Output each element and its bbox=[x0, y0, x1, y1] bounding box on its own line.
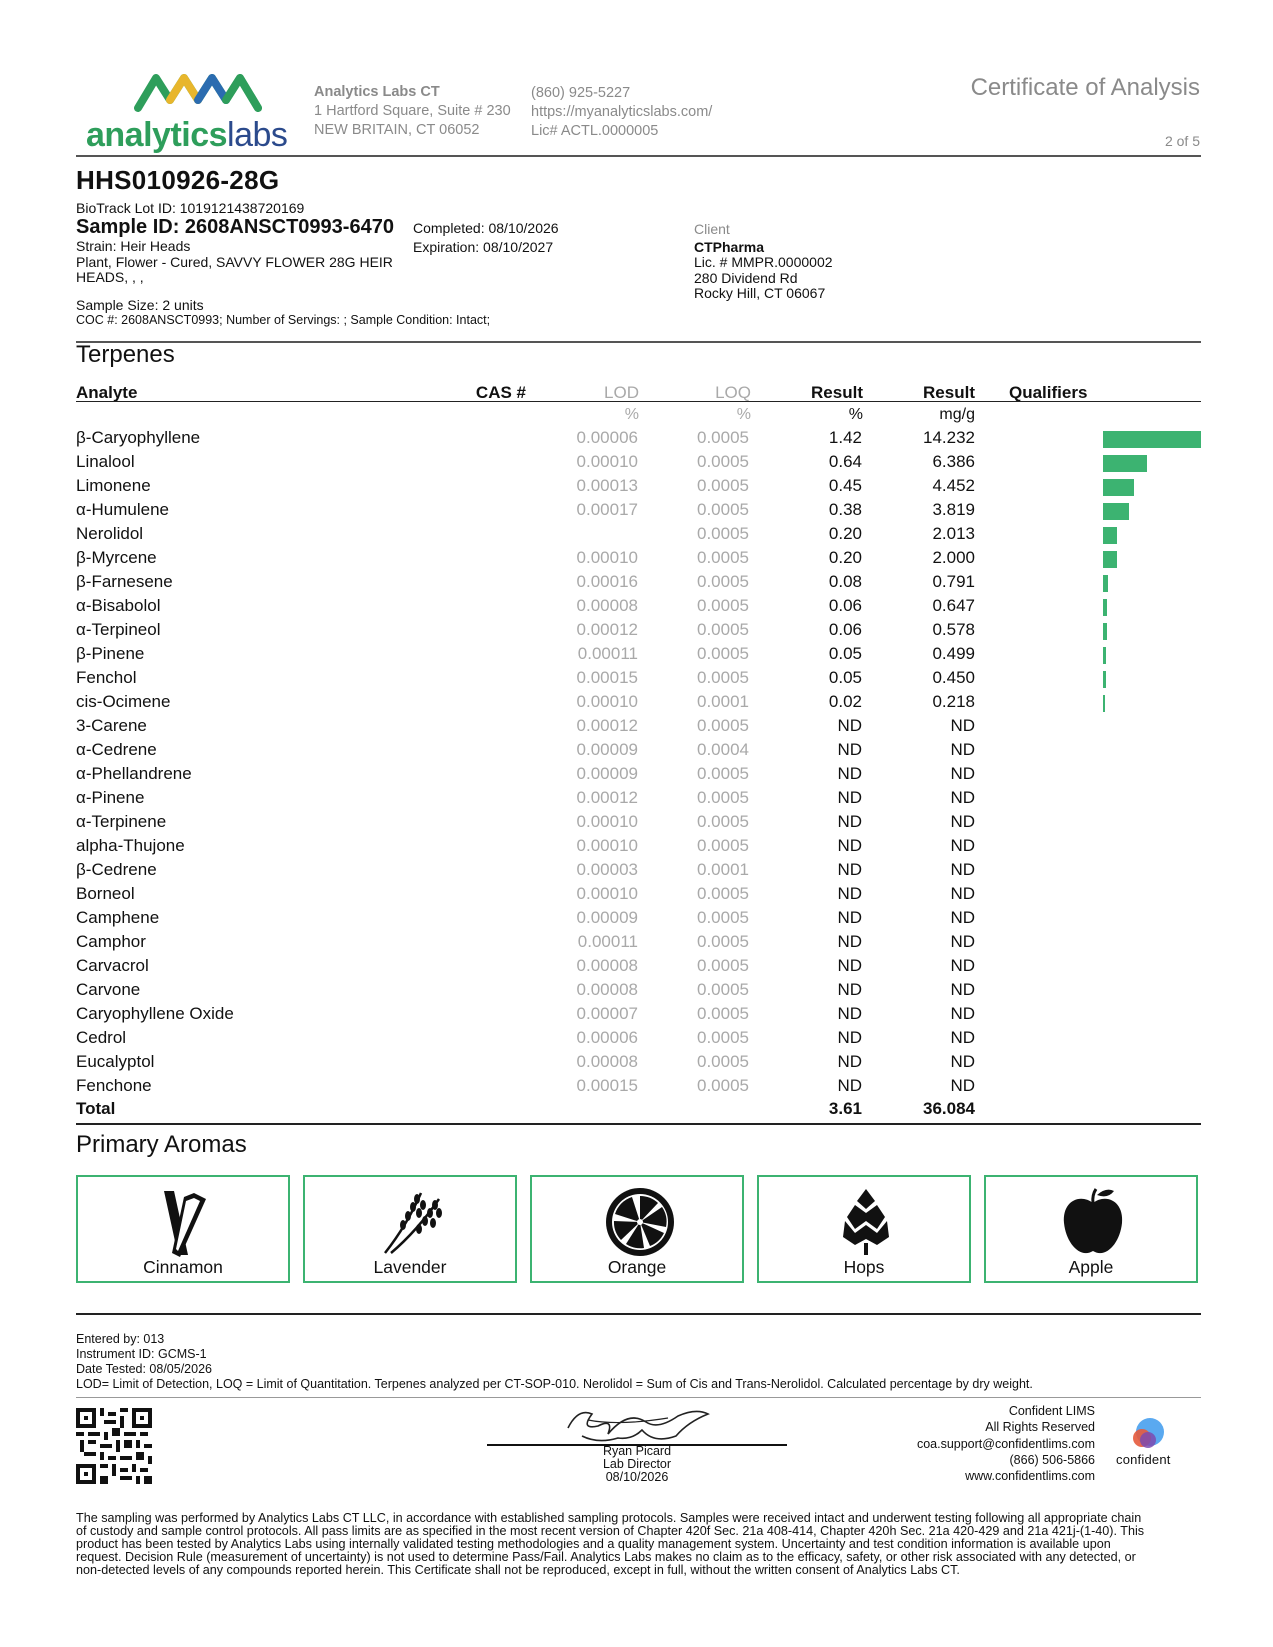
unit-lod: % bbox=[624, 406, 639, 423]
result-bar bbox=[1103, 455, 1147, 472]
analyte-name: Fenchone bbox=[76, 1076, 152, 1095]
lab-address-line-2: NEW BRITAIN, CT 06052 bbox=[314, 122, 480, 138]
result-pct-value: 0.20 bbox=[828, 548, 862, 567]
result-pct-value: 0.06 bbox=[828, 620, 862, 639]
lab-address-line-1: 1 Hartford Square, Suite # 230 bbox=[314, 103, 511, 119]
lims-name: Confident LIMS bbox=[1008, 1404, 1095, 1418]
lod-value: 0.00012 bbox=[576, 788, 638, 807]
lod-value: 0.00010 bbox=[576, 548, 638, 567]
analyte-name: alpha-Thujone bbox=[76, 836, 185, 855]
lab-contact-block bbox=[314, 83, 511, 140]
orange-icon bbox=[604, 1185, 676, 1260]
aroma-label: Apple bbox=[1068, 1257, 1114, 1277]
lab-website-link[interactable]: https://myanalyticslabs.com/ bbox=[531, 104, 713, 120]
terpene-row bbox=[76, 716, 1201, 740]
result-mg-value: 4.452 bbox=[932, 476, 975, 495]
lod-value: 0.00011 bbox=[577, 644, 638, 663]
result-pct-value: 0.20 bbox=[828, 524, 862, 543]
confident-logo bbox=[1110, 1416, 1190, 1476]
analyte-name: β-Cedrene bbox=[76, 860, 157, 879]
result-pct-value: ND bbox=[837, 932, 862, 951]
completion-dates bbox=[413, 221, 559, 255]
lims-contact-block bbox=[917, 1403, 1095, 1484]
client-name: CTPharma bbox=[694, 238, 765, 255]
confident-logo-text: confident bbox=[1116, 1452, 1171, 1467]
footer-thin-rule bbox=[76, 1397, 1201, 1398]
analyte-name: Carvone bbox=[76, 980, 141, 999]
analyte-name: Camphor bbox=[76, 932, 146, 951]
result-bar bbox=[1103, 575, 1108, 592]
lod-value: 0.00006 bbox=[576, 1028, 638, 1047]
total-label: Total bbox=[76, 1099, 116, 1118]
result-bar bbox=[1103, 551, 1117, 568]
lod-value: 0.00015 bbox=[576, 1076, 638, 1095]
result-pct-value: ND bbox=[837, 716, 862, 735]
unit-result-pct: % bbox=[848, 406, 863, 423]
terpene-row bbox=[76, 596, 1201, 620]
terpene-row bbox=[76, 548, 1201, 572]
result-pct-value: ND bbox=[837, 740, 862, 759]
loq-value: 0.0005 bbox=[697, 572, 749, 591]
analyte-name: α-Humulene bbox=[76, 500, 169, 519]
document-title: Certificate of Analysis bbox=[970, 74, 1200, 101]
result-pct-value: ND bbox=[837, 980, 862, 999]
loq-value: 0.0005 bbox=[697, 788, 749, 807]
analyte-name: Fenchol bbox=[76, 668, 137, 687]
matrix-line-1: Plant, Flower - Cured, SAVVY FLOWER 28G HEIR bbox=[76, 253, 393, 270]
result-pct-value: 0.45 bbox=[828, 476, 862, 495]
result-pct-value: ND bbox=[837, 1076, 862, 1095]
terpene-row bbox=[76, 668, 1201, 692]
analyte-name: Caryophyllene Oxide bbox=[76, 1004, 234, 1023]
result-pct-value: ND bbox=[837, 788, 862, 807]
result-bar bbox=[1103, 671, 1106, 688]
result-mg-value: 0.450 bbox=[932, 668, 975, 687]
disclaimer-line: non-detected levels of any compounds reported herein. This Certificate shall not be reproduced, except in full, without the written consent of Analytics Labs CT. bbox=[76, 1563, 960, 1577]
result-mg-value: ND bbox=[950, 1028, 975, 1047]
terpene-row bbox=[76, 764, 1201, 788]
terpene-row bbox=[76, 428, 1201, 452]
signer-title: Lab Director bbox=[602, 1457, 672, 1471]
terpene-row bbox=[76, 644, 1201, 668]
loq-value: 0.0005 bbox=[697, 884, 749, 903]
result-pct-value: ND bbox=[837, 1004, 862, 1023]
total-row bbox=[76, 1099, 1201, 1123]
lims-phone: (866) 506-5866 bbox=[1009, 1452, 1095, 1467]
lod-value: 0.00013 bbox=[576, 476, 638, 495]
result-mg-value: ND bbox=[950, 716, 975, 735]
analyte-name: β-Caryophyllene bbox=[76, 428, 201, 447]
coc-line: COC #: 2608ANSCT0993; Number of Servings: ; Sample Condition: Intact; bbox=[76, 313, 491, 327]
logo-mountains-icon bbox=[134, 70, 284, 114]
result-pct-value: ND bbox=[837, 956, 862, 975]
terpene-row bbox=[76, 620, 1201, 644]
result-pct-value: 0.06 bbox=[828, 596, 862, 615]
aroma-label: Orange bbox=[607, 1257, 667, 1277]
result-pct-value: ND bbox=[837, 860, 862, 879]
client-block bbox=[694, 222, 833, 302]
header-divider bbox=[76, 155, 1201, 157]
lod-value: 0.00010 bbox=[576, 692, 638, 711]
terpene-row bbox=[76, 1076, 1201, 1100]
loq-value: 0.0005 bbox=[697, 716, 749, 735]
expiration-date: Expiration: 08/10/2027 bbox=[413, 238, 554, 255]
result-mg-value: 0.218 bbox=[932, 692, 975, 711]
result-mg-value: 3.819 bbox=[932, 500, 975, 519]
loq-value: 0.0005 bbox=[697, 1052, 749, 1071]
result-bar bbox=[1103, 527, 1117, 544]
sample-details bbox=[76, 239, 393, 286]
loq-value: 0.0005 bbox=[697, 764, 749, 783]
result-mg-value: ND bbox=[950, 764, 975, 783]
result-pct-value: ND bbox=[837, 1052, 862, 1071]
result-mg-value: ND bbox=[950, 884, 975, 903]
loq-value: 0.0004 bbox=[697, 740, 749, 759]
lod-value: 0.00008 bbox=[576, 596, 638, 615]
terpene-row bbox=[76, 812, 1201, 836]
terpene-row bbox=[76, 524, 1201, 548]
result-mg-value: 0.578 bbox=[932, 620, 975, 639]
batch-number: HHS010926-28G bbox=[76, 165, 280, 195]
result-mg-value: ND bbox=[950, 1052, 975, 1071]
col-result-pct: Result bbox=[811, 383, 863, 402]
aroma-card-hops bbox=[757, 1175, 971, 1283]
test-metadata bbox=[76, 1332, 1033, 1392]
analyte-name: α-Terpinene bbox=[76, 812, 167, 831]
disclaimer bbox=[76, 1512, 1201, 1577]
section-divider bbox=[76, 341, 1201, 343]
col-result-mg: Result bbox=[923, 383, 975, 402]
aroma-label: Cinnamon bbox=[143, 1257, 223, 1277]
total-mg: 36.084 bbox=[923, 1099, 975, 1118]
terpene-row bbox=[76, 908, 1201, 932]
analyte-name: Nerolidol bbox=[76, 524, 144, 543]
result-mg-value: 0.791 bbox=[932, 572, 975, 591]
analyte-name: 3-Carene bbox=[76, 716, 147, 735]
analyte-name: Carvacrol bbox=[76, 956, 149, 975]
result-mg-value: ND bbox=[950, 788, 975, 807]
analyte-name: Limonene bbox=[76, 476, 151, 495]
analyte-name: Cedrol bbox=[76, 1028, 127, 1047]
confident-logo-icon bbox=[1128, 1416, 1168, 1452]
terpene-row bbox=[76, 980, 1201, 1004]
col-analyte: Analyte bbox=[76, 383, 138, 402]
loq-value: 0.0005 bbox=[697, 1004, 749, 1023]
lims-rights: All Rights Reserved bbox=[985, 1420, 1095, 1435]
result-mg-value: 2.013 bbox=[932, 524, 975, 543]
terpene-row bbox=[76, 452, 1201, 476]
lab-logo bbox=[86, 70, 286, 160]
method-note: LOD= Limit of Detection, LOQ = Limit of Quantitation. Terpenes analyzed per CT-SOP-010. Nerolidol = Sum of Cis and Trans-Nerolidol. Calculated percentage by dry weight. bbox=[76, 1377, 1033, 1391]
lod-value: 0.00009 bbox=[576, 740, 638, 759]
total-pct: 3.61 bbox=[828, 1099, 862, 1118]
loq-value: 0.0005 bbox=[697, 548, 749, 567]
lod-value: 0.00017 bbox=[576, 500, 638, 519]
result-mg-value: ND bbox=[950, 860, 975, 879]
result-pct-value: ND bbox=[837, 812, 862, 831]
aroma-label: Hops bbox=[843, 1257, 885, 1277]
total-rule bbox=[76, 1123, 1201, 1125]
lims-email-link[interactable]: coa.support@confidentlims.com bbox=[916, 1436, 1095, 1451]
qr-code-icon[interactable] bbox=[76, 1408, 152, 1484]
result-pct-value: ND bbox=[837, 764, 862, 783]
lab-web-block bbox=[531, 84, 712, 141]
result-bar bbox=[1103, 431, 1201, 448]
client-address-2: Rocky Hill, CT 06067 bbox=[694, 285, 826, 301]
result-bar bbox=[1103, 695, 1105, 712]
lod-value: 0.00016 bbox=[576, 572, 638, 591]
loq-value: 0.0001 bbox=[697, 860, 749, 879]
loq-value: 0.0005 bbox=[697, 644, 749, 663]
result-pct-value: ND bbox=[837, 884, 862, 903]
result-mg-value: ND bbox=[950, 1076, 975, 1095]
signature-image bbox=[558, 1400, 718, 1448]
lod-value: 0.00010 bbox=[576, 836, 638, 855]
result-mg-value: 2.000 bbox=[932, 548, 975, 567]
hops-icon bbox=[831, 1185, 901, 1260]
signer-block bbox=[487, 1445, 787, 1484]
result-pct-value: 0.02 bbox=[828, 692, 862, 711]
analyte-name: α-Cedrene bbox=[76, 740, 157, 759]
lab-phone: (860) 925-5227 bbox=[531, 85, 631, 101]
lab-name: Analytics Labs CT bbox=[314, 84, 440, 100]
terpene-row bbox=[76, 1004, 1201, 1028]
page-number: 2 of 5 bbox=[1164, 133, 1200, 149]
loq-value: 0.0001 bbox=[697, 692, 749, 711]
col-qualifiers: Qualifiers bbox=[1009, 383, 1088, 402]
result-mg-value: 0.499 bbox=[932, 644, 975, 663]
result-mg-value: 6.386 bbox=[932, 452, 975, 471]
client-address-1: 280 Dividend Rd bbox=[694, 269, 798, 286]
terpene-row bbox=[76, 572, 1201, 596]
lod-value: 0.00015 bbox=[576, 668, 638, 687]
result-pct-value: 0.05 bbox=[828, 668, 862, 687]
lod-value: 0.00003 bbox=[576, 860, 638, 879]
result-pct-value: ND bbox=[837, 1028, 862, 1047]
unit-result-mg: mg/g bbox=[939, 406, 975, 423]
col-lod: LOD bbox=[604, 383, 639, 402]
result-pct-value: 0.64 bbox=[828, 452, 862, 471]
biotrack-lot-id: BioTrack Lot ID: 1019121438720169 bbox=[76, 200, 305, 216]
lab-license: Lic# ACTL.0000005 bbox=[531, 123, 659, 139]
result-mg-value: ND bbox=[950, 1004, 975, 1023]
table-header-rule bbox=[76, 401, 1201, 402]
lod-value: 0.00009 bbox=[576, 908, 638, 927]
result-mg-value: ND bbox=[950, 956, 975, 975]
analyte-name: α-Terpineol bbox=[76, 620, 161, 639]
lod-value: 0.00011 bbox=[577, 932, 638, 951]
lod-value: 0.00008 bbox=[576, 956, 638, 975]
terpene-row bbox=[76, 956, 1201, 980]
analyte-name: Eucalyptol bbox=[76, 1052, 155, 1071]
aromas-title: Primary Aromas bbox=[76, 1131, 247, 1158]
result-pct-value: 0.08 bbox=[828, 572, 862, 591]
terpene-row bbox=[76, 692, 1201, 716]
col-cas: CAS # bbox=[475, 383, 526, 402]
analyte-name: cis-Ocimene bbox=[76, 692, 171, 711]
lavender-icon bbox=[377, 1185, 447, 1260]
logo-word-labs: labs bbox=[227, 116, 288, 154]
loq-value: 0.0005 bbox=[697, 476, 749, 495]
aroma-card-lavender bbox=[303, 1175, 517, 1283]
lod-value: 0.00008 bbox=[576, 980, 638, 999]
terpene-row bbox=[76, 836, 1201, 860]
terpene-row bbox=[76, 740, 1201, 764]
result-bar bbox=[1103, 647, 1106, 664]
lod-value: 0.00012 bbox=[576, 620, 638, 639]
loq-value: 0.0005 bbox=[697, 524, 749, 543]
analyte-name: Camphene bbox=[76, 908, 160, 927]
unit-loq: % bbox=[736, 406, 751, 423]
analyte-name: Linalool bbox=[76, 452, 135, 471]
lod-value: 0.00012 bbox=[576, 716, 638, 735]
logo-word-analytics: analytics bbox=[86, 116, 228, 154]
cinnamon-icon bbox=[150, 1185, 220, 1260]
footer-divider bbox=[76, 1313, 1201, 1315]
disclaimer-line: The sampling was performed by Analytics Labs CT LLC, in accordance with established sampling protocols. Samples were received intact and underwent testing following all appropriate chain bbox=[76, 1511, 1142, 1525]
loq-value: 0.0005 bbox=[697, 596, 749, 615]
result-pct-value: 0.38 bbox=[828, 500, 862, 519]
sample-id: Sample ID: 2608ANSCT0993-6470 bbox=[76, 216, 394, 238]
loq-value: 0.0005 bbox=[697, 668, 749, 687]
terpene-row bbox=[76, 476, 1201, 500]
aroma-card-apple bbox=[984, 1175, 1198, 1283]
sample-size: Sample Size: 2 units bbox=[76, 297, 204, 313]
col-loq: LOQ bbox=[715, 383, 751, 402]
loq-value: 0.0005 bbox=[697, 500, 749, 519]
terpene-row bbox=[76, 788, 1201, 812]
loq-value: 0.0005 bbox=[697, 620, 749, 639]
loq-value: 0.0005 bbox=[697, 1076, 749, 1095]
result-mg-value: ND bbox=[950, 908, 975, 927]
completed-date: Completed: 08/10/2026 bbox=[413, 220, 559, 236]
result-pct-value: ND bbox=[837, 908, 862, 927]
aroma-label: Lavender bbox=[373, 1257, 447, 1277]
terpene-row bbox=[76, 1052, 1201, 1076]
lod-value: 0.00006 bbox=[576, 428, 638, 447]
strain: Strain: Heir Heads bbox=[76, 238, 191, 254]
loq-value: 0.0005 bbox=[697, 452, 749, 471]
date-tested: Date Tested: 08/05/2026 bbox=[76, 1362, 212, 1376]
loq-value: 0.0005 bbox=[697, 812, 749, 831]
result-mg-value: 0.647 bbox=[932, 596, 975, 615]
lod-value: 0.00010 bbox=[576, 452, 638, 471]
analyte-name: β-Myrcene bbox=[76, 548, 157, 567]
loq-value: 0.0005 bbox=[697, 980, 749, 999]
analyte-name: α-Bisabolol bbox=[76, 596, 161, 615]
result-mg-value: ND bbox=[950, 932, 975, 951]
result-mg-value: ND bbox=[950, 812, 975, 831]
lod-value: 0.00010 bbox=[576, 884, 638, 903]
result-mg-value: ND bbox=[950, 740, 975, 759]
disclaimer-line: product has been tested by Analytics Labs using internally validated testing methodologies and a quality management system. Uncertainty and test condition information is available upon bbox=[76, 1537, 1111, 1551]
apple-icon bbox=[1058, 1185, 1128, 1260]
analyte-name: α-Pinene bbox=[76, 788, 145, 807]
result-bar bbox=[1103, 599, 1107, 616]
result-mg-value: ND bbox=[950, 980, 975, 999]
terpene-row bbox=[76, 860, 1201, 884]
terpene-row bbox=[76, 500, 1201, 524]
loq-value: 0.0005 bbox=[697, 956, 749, 975]
terpene-row bbox=[76, 932, 1201, 956]
aroma-card-orange bbox=[530, 1175, 744, 1283]
result-bar bbox=[1103, 623, 1107, 640]
result-bar bbox=[1103, 503, 1129, 520]
client-label: Client bbox=[694, 221, 730, 237]
lims-website-link[interactable]: www.confidentlims.com bbox=[965, 1469, 1095, 1484]
instrument-id: Instrument ID: GCMS-1 bbox=[76, 1347, 207, 1361]
client-license: Lic. # MMPR.0000002 bbox=[694, 254, 833, 270]
entered-by: Entered by: 013 bbox=[76, 1332, 165, 1346]
result-mg-value: ND bbox=[950, 836, 975, 855]
analyte-name: α-Phellandrene bbox=[76, 764, 192, 783]
disclaimer-line: request. Decision Rule (measurement of uncertainty) is not used to determine Pass/Fail. Analytics Labs makes no claim as to the efficacy, safety, or other risk associated with any detected, or bbox=[76, 1550, 1136, 1564]
matrix-line-2: HEADS, , , bbox=[76, 269, 144, 285]
signer-date: 08/10/2026 bbox=[605, 1470, 669, 1484]
lod-value: 0.00010 bbox=[576, 812, 638, 831]
result-bar bbox=[1103, 479, 1134, 496]
analyte-name: β-Farnesene bbox=[76, 572, 173, 591]
signer-name: Ryan Picard bbox=[602, 1444, 672, 1458]
analyte-name: β-Pinene bbox=[76, 644, 145, 663]
loq-value: 0.0005 bbox=[697, 1028, 749, 1047]
lod-value: 0.00007 bbox=[576, 1004, 638, 1023]
result-pct-value: 0.05 bbox=[828, 644, 862, 663]
lod-value: 0.00009 bbox=[576, 764, 638, 783]
terpene-row bbox=[76, 884, 1201, 908]
lod-value: 0.00008 bbox=[576, 1052, 638, 1071]
disclaimer-line: of custody and sample control protocols. All pass limits are as specified in the most recent version of Chapter 420f Sec. 21a 408-414, Chapter 420h Sec. 21a 420-429 and 21a 421j-(1-40). This bbox=[76, 1524, 1145, 1538]
analyte-name: Borneol bbox=[76, 884, 135, 903]
loq-value: 0.0005 bbox=[697, 932, 749, 951]
loq-value: 0.0005 bbox=[697, 428, 749, 447]
aroma-card-cinnamon bbox=[76, 1175, 290, 1283]
terpene-row bbox=[76, 1028, 1201, 1052]
loq-value: 0.0005 bbox=[697, 908, 749, 927]
terpenes-title: Terpenes bbox=[76, 341, 175, 368]
result-pct-value: ND bbox=[837, 836, 862, 855]
result-pct-value: 1.42 bbox=[828, 428, 862, 447]
loq-value: 0.0005 bbox=[697, 836, 749, 855]
result-mg-value: 14.232 bbox=[923, 428, 975, 447]
